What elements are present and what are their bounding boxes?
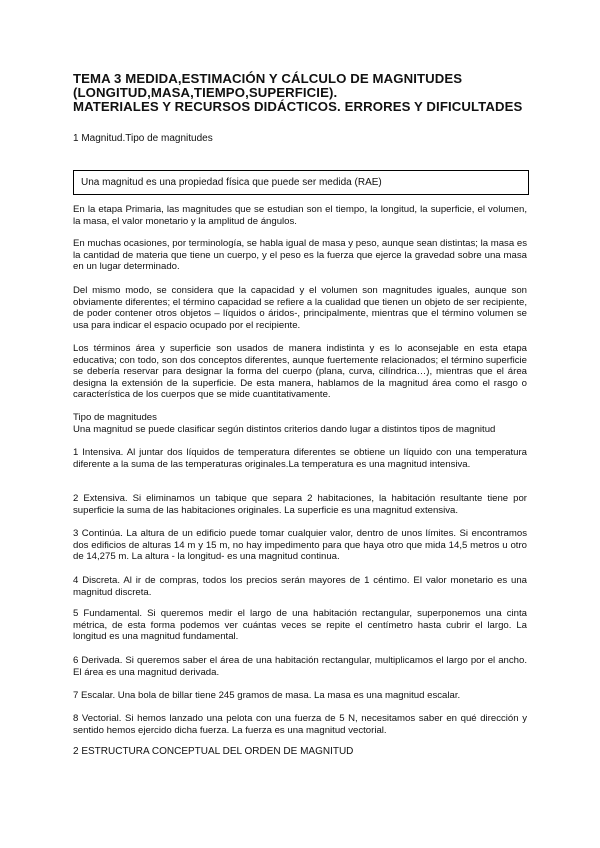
tipo-derivada: 6 Derivada. Si queremos saber el área de una habitación rectangular, multiplicamos el largo por el ancho. El área es una magnitud derivada.: [73, 655, 527, 678]
tipo-intensiva: 1 Intensiva. Al juntar dos líquidos de temperatura diferentes se obtiene un líquido con una temperatura diferente a la suma de las temperaturas originales.La temperatura es una magnitud intensiva.: [73, 447, 527, 470]
tipos-intro: Una magnitud se puede clasificar según distintos criterios dando lugar a distintos tipos de magnitud: [73, 424, 496, 435]
title-line-3: MATERIALES Y RECURSOS DIDÁCTICOS. ERRORES Y DIFICULTADES: [73, 99, 523, 114]
paragraph-4: Los términos área y superficie son usados de manera indistinta y es lo aconsejable en esta etapa educativa; con todo, son dos conceptos diferentes, aunque fuertemente relacionados; el término superficie se debería reservar para designar la forma del cuerpo (plana, curva, cilíndrica…), mientras que el área designa la extensión de la superficie. De esta manera, hablamos de la magnitud área como el rasgo o característica de los cuerpos que se mide cuantitativamente.: [73, 343, 527, 401]
document-title: [73, 72, 527, 114]
title-line-1: TEMA 3 MEDIDA,ESTIMACIÓN Y CÁLCULO DE MAGNITUDES: [73, 71, 463, 86]
tipo-continua: 3 Continúa. La altura de un edificio puede tomar cualquier valor, dentro de unos límites. Si encontramos dos edificios de alturas 14 m y 15 m, no hay impedimento para que haya otro que mida 14,5 metros u otro de 14,275 m. La altura - la longitud- es una magnitud continua.: [73, 528, 527, 563]
paragraph-1: En la etapa Primaria, las magnitudes que se estudian son el tiempo, la longitud, la superficie, el volumen, la masa, el valor monetario y la amplitud de ángulos.: [73, 204, 527, 227]
definition-box: Una magnitud es una propiedad física que puede ser medida (RAE): [73, 170, 529, 195]
section-heading-1: 1 Magnitud.Tipo de magnitudes: [73, 133, 213, 144]
paragraph-2: En muchas ocasiones, por terminología, se habla igual de masa y peso, aunque sean distintas; la masa es la cantidad de materia que tiene un cuerpo, y el peso es la fuerza que ejerce la gravedad sobre una masa en un lugar determinado.: [73, 238, 527, 273]
section-heading-2: 2 ESTRUCTURA CONCEPTUAL DEL ORDEN DE MAGNITUD: [73, 746, 354, 757]
tipo-escalar: 7 Escalar. Una bola de billar tiene 245 gramos de masa. La masa es una magnitud escalar.: [73, 690, 461, 701]
tipo-fundamental: 5 Fundamental. Si queremos medir el largo de una habitación rectangular, superponemos una cinta métrica, de esta forma podemos ver cuántas veces se repite el centímetro hasta cubrir el largo. La longitud es una magnitud fundamental.: [73, 608, 527, 643]
tipo-vectorial: 8 Vectorial. Si hemos lanzado una pelota con una fuerza de 5 N, necesitamos saber en qué dirección y sentido hemos ejercido dicha fuerza. La fuerza es una magnitud vectorial.: [73, 713, 527, 736]
paragraph-3: Del mismo modo, se considera que la capacidad y el volumen son magnitudes iguales, aunque son obviamente diferentes; el término capacidad se refiere a la cualidad que tienen un objeto de ser recipiente, de poder contener otros objetos – líquidos o áridos-, principalmente, mientras que el término volumen se usa para indicar el espacio ocupado por el recipiente.: [73, 285, 527, 331]
tipo-discreta: 4 Discreta. Al ir de compras, todos los precios serán mayores de 1 céntimo. El valor monetario es una magnitud discreta.: [73, 575, 527, 598]
tipos-heading: Tipo de magnitudes: [73, 412, 157, 423]
title-line-2: (LONGITUD,MASA,TIEMPO,SUPERFICIE).: [73, 85, 338, 100]
tipo-extensiva: 2 Extensiva. Si eliminamos un tabique que separa 2 habitaciones, la habitación resultante tiene por superficie la suma de las habitaciones originales. La superficie es una magnitud extensiva.: [73, 493, 527, 516]
